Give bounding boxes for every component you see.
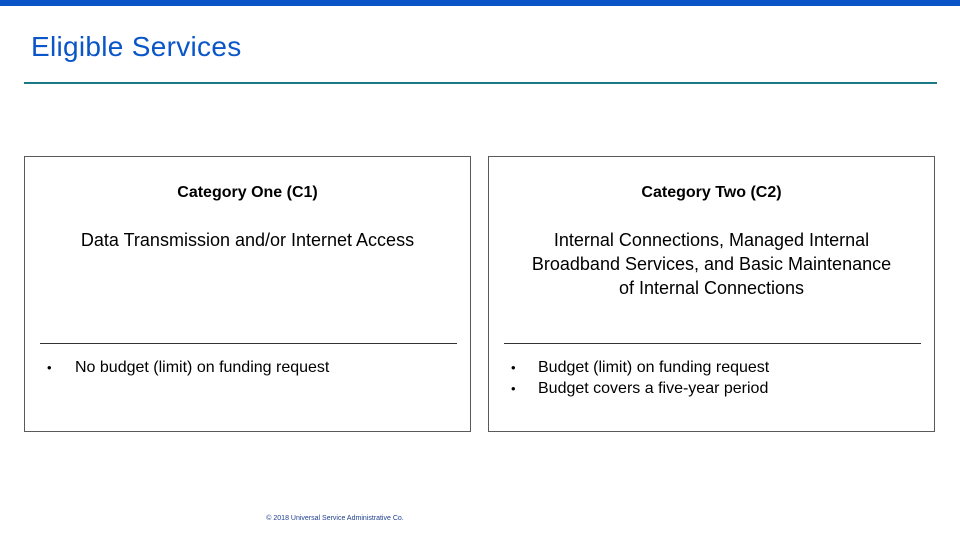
- category-one-divider: [40, 343, 457, 344]
- category-two-panel: [488, 156, 935, 432]
- list-item: [511, 378, 769, 399]
- bullet-text: No budget (limit) on funding request: [75, 359, 330, 376]
- category-one-bullets: [47, 357, 329, 378]
- category-two-divider: [504, 343, 921, 344]
- category-one-description: Data Transmission and/or Internet Access: [80, 230, 415, 250]
- bullet-text: Budget covers a five-year period: [538, 380, 769, 397]
- description-line: Internal Connections, Managed Internal: [553, 230, 870, 250]
- category-two-heading: Category Two (C2): [641, 184, 782, 201]
- top-accent-bar: [0, 0, 960, 6]
- category-one-heading: Category One (C1): [177, 184, 318, 201]
- bullet-text: Budget (limit) on funding request: [538, 359, 770, 376]
- category-one-panel: [24, 156, 471, 432]
- category-two-description: [489, 228, 934, 300]
- list-item: [511, 357, 769, 378]
- title-divider: [24, 82, 937, 84]
- category-two-bullets: [511, 357, 769, 399]
- copyright-text: © 2018 Universal Service Administrative Co.: [266, 515, 404, 522]
- description-line: Broadband Services, and Basic Maintenance: [531, 254, 892, 274]
- list-item: [47, 357, 329, 378]
- description-line: of Internal Connections: [618, 278, 805, 298]
- copyright-footer: [0, 515, 960, 522]
- slide-title: Eligible Services: [31, 31, 242, 62]
